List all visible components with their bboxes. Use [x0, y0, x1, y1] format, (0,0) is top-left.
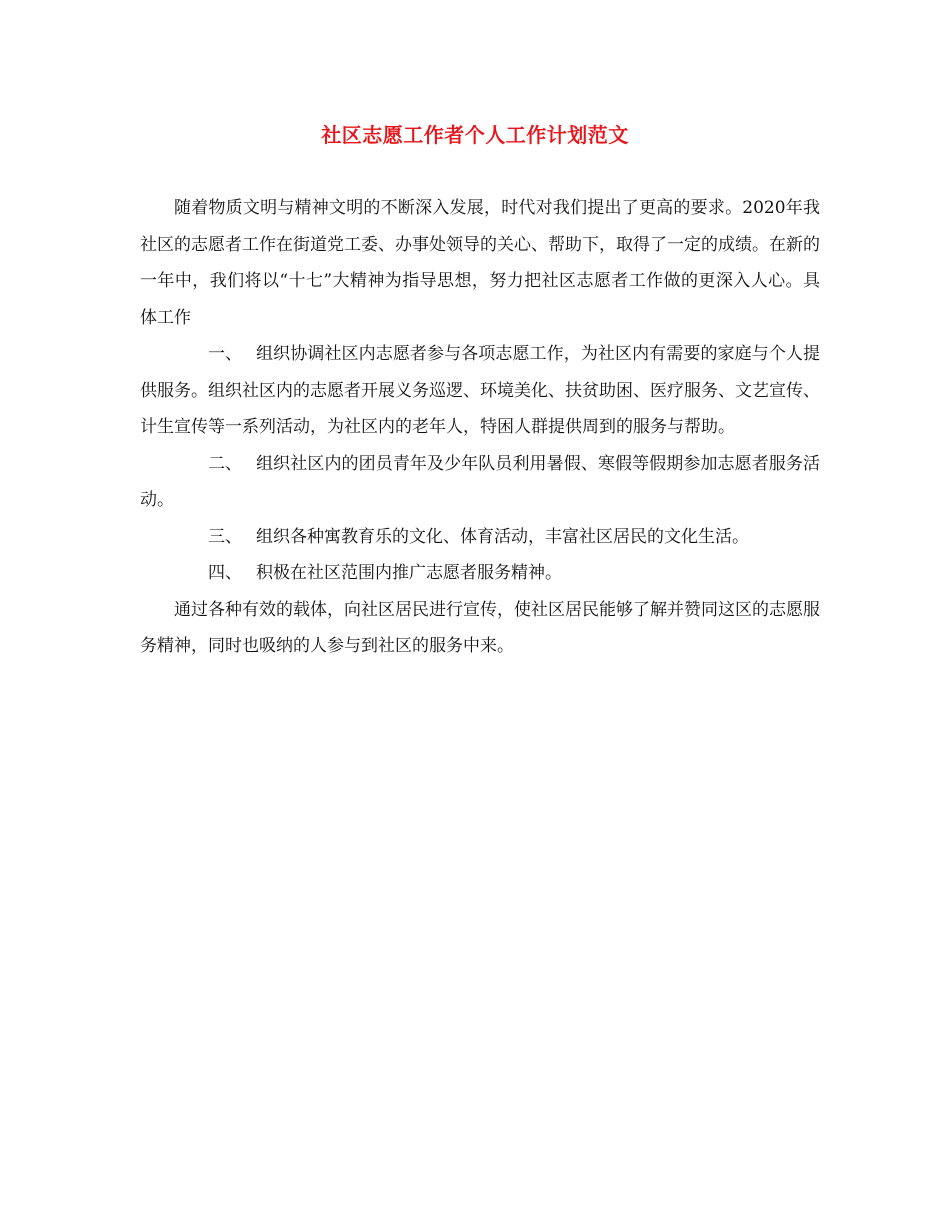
list-item-text: 组织协调社区内志愿者参与各项志愿工作，为社区内有需要的家庭与个人提供服务。组织社区内的志愿者开展义务巡逻、环境美化、扶贫助困、医疗服务、文艺宣传、计生宣传等一系列活动，为社区内的老年人，特困人群提供周到的服务与帮助。 — [140, 344, 820, 437]
list-item-text: 组织各种寓教育乐的文化、体育活动，丰富社区居民的文化生活。 — [256, 526, 749, 547]
list-item-number: 三、 — [208, 526, 242, 547]
document-title: 社区志愿工作者个人工作计划范文 — [321, 123, 629, 147]
list-item-3 — [140, 519, 820, 556]
list-item-text: 积极在社区范围内推广志愿者服务精神。 — [256, 563, 562, 583]
list-item-number: 一、 — [208, 344, 242, 364]
list-item-4 — [140, 555, 820, 592]
document-body — [140, 190, 820, 665]
intro-paragraph: 随着物质文明与精神文明的不断深入发展，时代对我们提出了更高的要求。2020年我社区的志愿者工作在街道党工委、办事处领导的关心、帮助下，取得了一定的成绩。在新的一年中，我们将以“十七”大精神为指导思想，努力把社区志愿者工作做的更深入人心。具体工作 — [140, 198, 820, 328]
list-item-text: 组织社区内的团员青年及少年队员利用暑假、寒假等假期参加志愿者服务活动。 — [140, 453, 820, 510]
list-item-number: 四、 — [208, 563, 242, 583]
closing-paragraph: 通过各种有效的载体，向社区居民进行宣传，使社区居民能够了解并赞同这区的志愿服务精神，同时也吸纳的人参与到社区的服务中来。 — [140, 599, 820, 656]
list-item-number: 二、 — [208, 453, 242, 474]
list-item-1 — [140, 336, 820, 446]
list-item-2 — [140, 446, 820, 519]
